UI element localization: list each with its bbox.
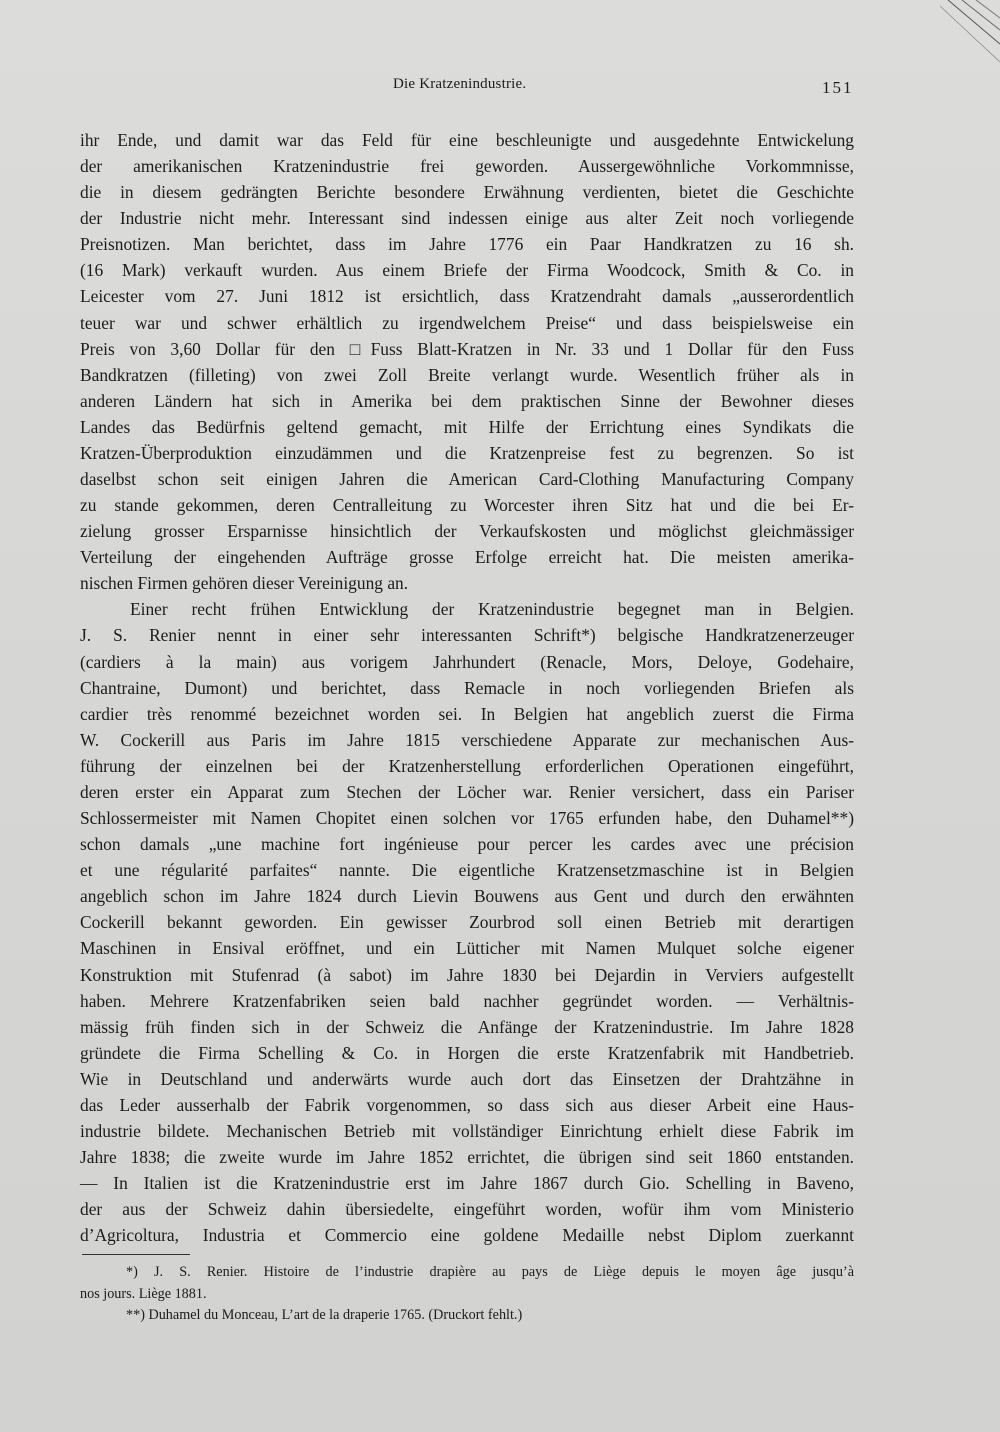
text-line: industrie bildete. Mechanischen Betrieb mit vollständiger Einrichtung erhielt diese Fabrik im [80,1120,854,1141]
text-line: gründete die Firma Schelling & Co. in Horgen die erste Kratzenfabrik mit Handbetrieb. [80,1042,854,1063]
text-line: angeblich schon im Jahre 1824 durch Lievin Bouwens aus Gent und durch den erwähnten [80,886,854,907]
text-line: Kratzen-Überproduktion einzudämmen und die Kratzenpreise fest zu begrenzen. So ist [80,442,854,463]
text-line: Verteilung der eingehenden Aufträge grosse Erfolge erreicht hat. Die meisten amerika- [80,547,854,568]
text-line: Bandkratzen (filleting) von zwei Zoll Breite verlangt wurde. Wesentlich früher als in [80,364,854,385]
text-line: ihr Ende, und damit war das Feld für eine beschleunigte und ausgedehnte Entwickelung [80,130,854,150]
text-line: teuer war und schwer erhältlich zu irgendwelchem Preise“ und dass beispielsweise ein [80,312,854,333]
text-line: d’Agricoltura, Industria et Commercio eine goldene Medaille nebst Diplom zuerkannt [80,1225,854,1246]
footnotes [80,1262,854,1327]
text-line: die in diesem gedrängten Berichte besondere Erwähnung verdienten, bietet die Geschichte [80,182,854,203]
text-line: Preis von 3,60 Dollar für den □Fuss Blatt-Kratzen in Nr. 33 und 1 Dollar für den Fuss [80,338,854,359]
text-line: et une régularité parfaites“ nannte. Die eigentliche Kratzensetzmaschine ist in Belgien [80,860,854,881]
body-text [80,127,854,1248]
text-line: — In Italien ist die Kratzenindustrie erst im Jahre 1867 durch Gio. Schelling in Baveno, [80,1173,854,1194]
page-number: 151 [822,78,854,97]
footnote-divider [82,1254,190,1255]
footnote-1: *) J. S. Renier. Histoire de l’industrie drapière au pays de Liège depuis le moyen âge jusqu’à [126,1264,854,1280]
footnote-1-continued: nos jours. Liège 1881. [80,1285,207,1302]
text-line: der Industrie nicht mehr. Interessant sind indessen einige aus alter Zeit noch vorliegende [80,208,854,229]
running-head [0,76,1000,100]
text-line: Landes das Bedürfnis geltend gemacht, mit Hilfe der Errichtung eines Syndikats die [80,416,854,437]
text-line: J. S. Renier nennt in einer sehr interessanten Schrift*) belgische Handkratzenerzeuger [80,625,854,646]
text-line: Maschinen in Ensival eröffnet, und ein Lütticher mit Namen Mulquet solche eigener [80,938,854,959]
text-line: Wie in Deutschland und anderwärts wurde auch dort das Einsetzen der Drahtzähne in [80,1068,854,1089]
text-line: deren erster ein Apparat zum Stechen der Löcher war. Renier versichert, dass ein Pariser [80,781,854,802]
text-line: schon damals „une machine fort ingénieuse pour percer les cardes avec une précision [80,834,854,855]
text-line: Leicester vom 27. Juni 1812 ist ersichtlich, dass Kratzendraht damals „ausserordentlich [80,286,854,307]
text-line: Jahre 1838; die zweite wurde im Jahre 1852 errichtet, die übrigen sind seit 1860 entstanden. [80,1147,854,1168]
text-line: Cockerill bekannt geworden. Ein gewisser Zourbrod soll einen Betrieb mit derartigen [80,912,854,933]
text-line: (cardiers à la main) aus vorigem Jahrhundert (Renacle, Mors, Deloye, Godehaire, [80,651,854,672]
running-title: Die Kratzenindustrie. [393,76,527,92]
text-line: haben. Mehrere Kratzenfabriken seien bald nachher gegründet worden. — Verhältnis- [80,990,854,1011]
text-line: führung der einzelnen bei der Kratzenherstellung erforderlichen Operationen eingeführt, [80,755,854,776]
text-line: Chantraine, Dumont) und berichtet, dass Remacle in noch vorliegenden Briefen als [80,677,854,698]
text-line: W. Cockerill aus Paris im Jahre 1815 verschiedene Apparate zur mechanischen Aus- [80,729,854,750]
text-line: daselbst schon seit einigen Jahren die American Card-Clothing Manufacturing Company [80,469,854,490]
text-line: der aus der Schweiz dahin übersiedelte, eingeführt worden, wofür ihm vom Ministerio [80,1199,854,1220]
text-line: (16 Mark) verkauft wurden. Aus einem Briefe der Firma Woodcock, Smith & Co. in [80,260,854,281]
text-line: cardier très renommé bezeichnet worden sei. In Belgien hat angeblich zuerst die Firma [80,703,854,724]
text-line: zu stande gekommen, deren Centralleitung zu Worcester ihren Sitz hat und die bei Er- [80,495,854,516]
text-line: Preisnotizen. Man berichtet, dass im Jahre 1776 ein Paar Handkratzen zu 16 sh. [80,234,854,255]
text-line: anderen Ländern hat sich in Amerika bei dem praktischen Sinne der Bewohner dieses [80,390,854,411]
text-line: Schlossermeister mit Namen Chopitet einen solchen vor 1765 erfunden habe, den Duhamel**) [80,808,854,829]
text-line: der amerikanischen Kratzenindustrie frei geworden. Aussergewöhnliche Vorkommnisse, [80,156,854,177]
text-line: zielung grosser Ersparnisse hinsichtlich der Verkaufskosten und möglichst gleichmässiger [80,521,854,542]
text-line: das Leder ausserhalb der Fabrik vorgenommen, so dass sich aus dieser Arbeit eine Haus- [80,1094,854,1115]
text-line: Konstruktion mit Stufenrad (à sabot) im Jahre 1830 bei Dejardin in Verviers aufgestellt [80,964,854,985]
text-line: mässig früh finden sich in der Schweiz die Anfänge der Kratzenindustrie. Im Jahre 1828 [80,1016,854,1037]
text-line: nischen Firmen gehören dieser Vereinigung an. [80,573,409,594]
text-line: Einer recht frühen Entwicklung der Kratzenindustrie begegnet man in Belgien. [130,599,854,620]
footnote-2: **) Duhamel du Monceau, L’art de la draperie 1765. (Druckort fehlt.) [126,1307,523,1323]
